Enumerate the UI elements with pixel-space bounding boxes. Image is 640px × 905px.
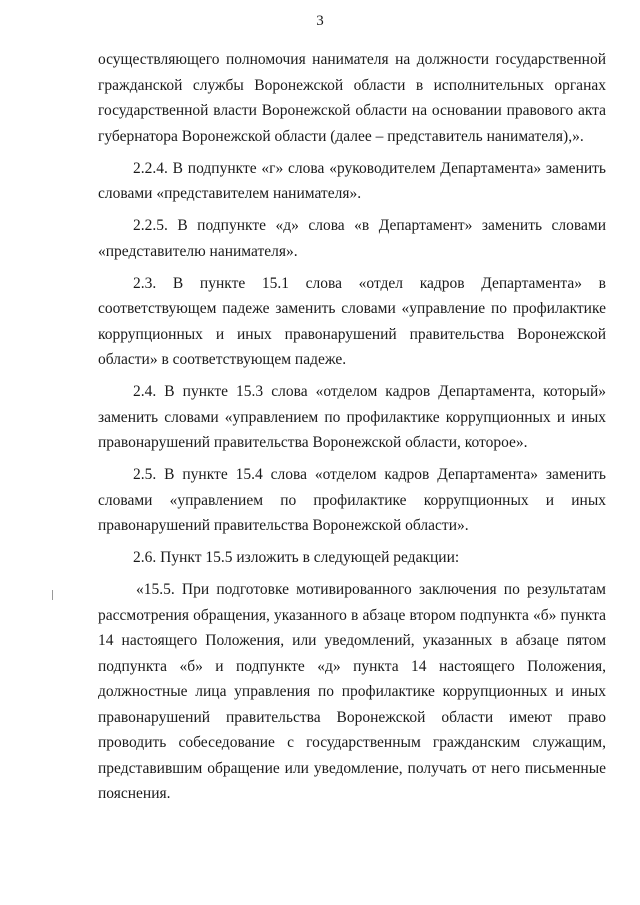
- paragraph-2-2-5: 2.2.5. В подпункте «д» слова «в Департамент» заменить словами «представителю нанимателя».: [98, 217, 606, 260]
- document-body: [98, 47, 606, 807]
- paragraph-2-2-4: 2.2.4. В подпункте «г» слова «руководителем Департамента» заменить словами «представителем нанимателя».: [98, 159, 606, 202]
- paragraph-2-6: 2.6. Пункт 15.5 изложить в следующей редакции:: [133, 549, 460, 566]
- page-number: 3: [316, 13, 324, 29]
- margin-mark: [52, 590, 53, 600]
- paragraph-15-5-quote: «15.5. При подготовке мотивированного заключения по результатам рассмотрения обращения, указанного в абзаце втором подпункта «б» пункта 14 настоящего Положения, или уведомлений, указанных в абзаце пятом подпункта «б» и подпункте «д» пункта 14 настоящего Положения, должностные лица управления по профилактике коррупционных и иных правонарушений правительства Воронежской области имеют право проводить собеседование с государственным гражданским служащим, представившим обращение или уведомление, получать от него письменные пояснения.: [98, 581, 606, 802]
- paragraph-continuation: осуществляющего полномочия нанимателя на должности государственной гражданской службы Воронежской области в исполнительных органах государственной власти Воронежской области на основании правового акта губернатора Воронежской области (далее – представитель нанимателя),».: [98, 51, 606, 145]
- paragraph-2-4: 2.4. В пункте 15.3 слова «отделом кадров Департамента, который» заменить словами «управлением по профилактике коррупционных и иных правонарушений правительства Воронежской области, которое».: [98, 383, 606, 451]
- paragraph-2-3: 2.3. В пункте 15.1 слова «отдел кадров Департамента» в соответствующем падеже заменить словами «управление по профилактике коррупционных и иных правонарушений правительства Воронежской области» в соответствующем падеже.: [98, 274, 606, 368]
- paragraph-2-5: 2.5. В пункте 15.4 слова «отделом кадров Департамента» заменить словами «управлением по профилактике коррупционных и иных правонарушений правительства Воронежской области».: [98, 466, 606, 534]
